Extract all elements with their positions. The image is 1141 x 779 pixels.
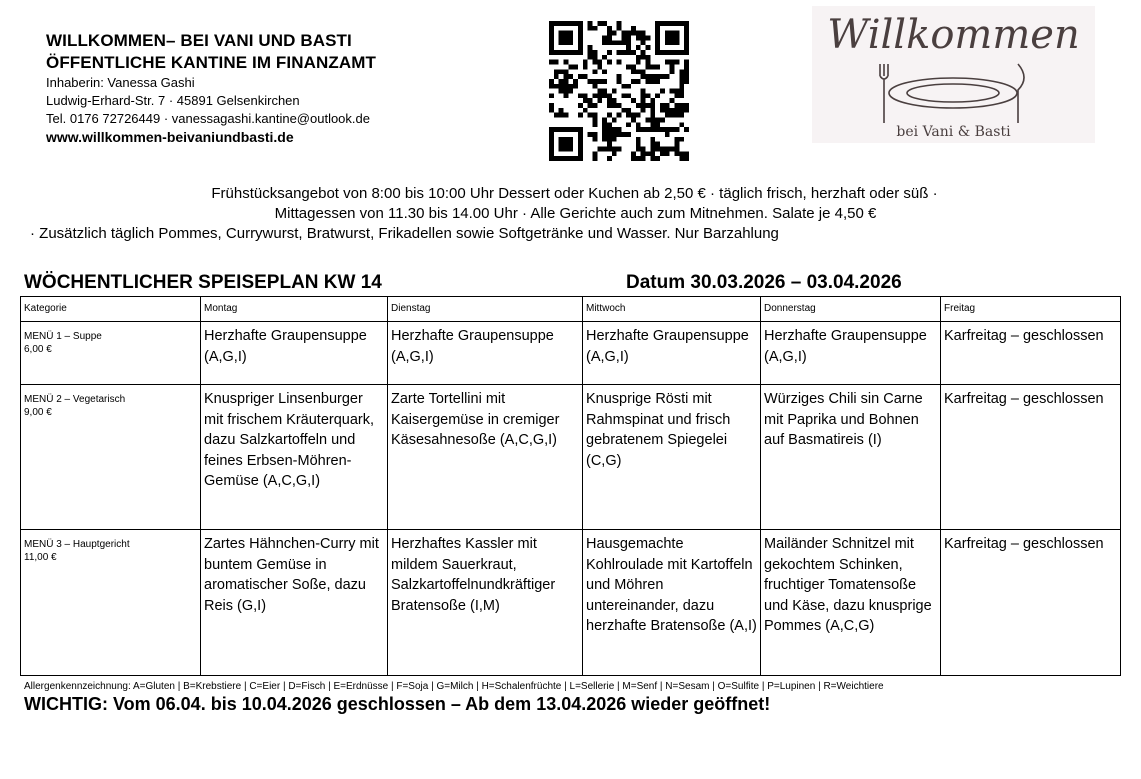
category-price: 9,00 € <box>24 407 52 418</box>
dish-thursday: Mailänder Schnitzel mit gekochtem Schinken, fruchtiger Tomatensoße und Käse, dazu knusprige Pommes (A,C,G) <box>761 530 941 676</box>
owner-text: Inhaberin: Vanessa Gashi <box>46 75 195 90</box>
info-line-extras: · Zusätzlich täglich Pommes, Currywurst, Bratwurst, Frikadellen sowie Softgetränke und Wasser. Nur Barzahlung <box>30 225 779 242</box>
header-friday: Freitag <box>941 297 1121 322</box>
category-name: MENÜ 1 – Suppe <box>24 331 102 342</box>
table-row-menu-1 <box>21 322 1121 385</box>
qr-code-icon[interactable] <box>549 21 689 161</box>
category-cell <box>21 322 201 385</box>
contact-text: Tel. 0176 72726449 · vanessagashi.kantine@outlook.de <box>46 111 370 126</box>
plan-date: Datum 30.03.2026 – 03.04.2026 <box>626 272 902 293</box>
table-row-menu-2 <box>21 385 1121 530</box>
dish-wednesday: Knusprige Rösti mit Rahmspinat und frisch gebratenem Spiegelei (C,G) <box>583 385 761 530</box>
category-price: 11,00 € <box>24 552 57 563</box>
address-text: Ludwig-Erhard-Str. 7 · 45891 Gelsenkirchen <box>46 93 300 108</box>
dish-tuesday: Zarte Tortellini mit Kaisergemüse in cremiger Käsesahnesoße (A,C,G,I) <box>388 385 583 530</box>
category-name: MENÜ 3 – Hauptgericht <box>24 539 130 550</box>
info-line-breakfast: Frühstücksangebot von 8:00 bis 10:00 Uhr Dessert oder Kuchen ab 2,50 € · täglich frisch, herzhaft oder süß · <box>211 185 938 202</box>
header <box>46 30 376 146</box>
dish-friday: Karfreitag – geschlossen <box>941 530 1121 676</box>
dish-monday: Zartes Hähnchen-Curry mit buntem Gemüse in aromatischer Soße, dazu Reis (G,I) <box>201 530 388 676</box>
category-cell <box>21 530 201 676</box>
header-wednesday: Mittwoch <box>583 297 761 322</box>
header-tuesday: Dienstag <box>388 297 583 322</box>
dish-monday: Knuspriger Linsenburger mit frischem Kräuterquark, dazu Salzkartoffeln und feines Erbsen-Möhren-Gemüse (A,C,G,I) <box>201 385 388 530</box>
table-row-menu-3 <box>21 530 1121 676</box>
info-line-lunch: Mittagessen von 11.30 bis 14.00 Uhr · Alle Gerichte auch zum Mitnehmen. Salate je 4,50 € <box>274 205 877 222</box>
logo-word: Willkommen <box>827 12 1080 58</box>
info-block <box>0 184 1141 244</box>
dish-tuesday: Herzhafte Graupensuppe (A,G,I) <box>388 322 583 385</box>
category-price: 6,00 € <box>24 344 52 355</box>
dish-wednesday: Hausgemachte Kohlroulade mit Kartoffeln und Möhren untereinander, dazu herzhafte Bratensoße (A,I) <box>583 530 761 676</box>
header-category: Kategorie <box>21 297 201 322</box>
plate-and-cutlery-icon <box>812 60 1095 126</box>
dish-friday: Karfreitag – geschlossen <box>941 385 1121 530</box>
canteen-subtitle: ÖFFENTLICHE KANTINE IM FINANZAMT <box>46 53 376 72</box>
category-name: MENÜ 2 – Vegetarisch <box>24 394 126 405</box>
plan-title: WÖCHENTLICHER SPEISEPLAN KW 14 <box>24 272 382 293</box>
dish-monday: Herzhafte Graupensuppe (A,G,I) <box>201 322 388 385</box>
allergen-legend: Allergenkennzeichnung: A=Gluten | B=Krebstiere | C=Eier | D=Fisch | E=Erdnüsse | F=Soja | G=Milch | H=Schalenfrüchte | L=Sellerie | M=Senf | N=Sesam | O=Sulfite | P=Lupinen | R=Weichtiere <box>24 681 884 692</box>
header-monday: Montag <box>201 297 388 322</box>
dish-thursday: Würziges Chili sin Carne mit Paprika und Bohnen auf Basmatireis (I) <box>761 385 941 530</box>
dish-friday: Karfreitag – geschlossen <box>941 322 1121 385</box>
logo-subtitle: bei Vani & Basti <box>896 124 1011 140</box>
menu-table <box>20 296 1121 676</box>
canteen-title: WILLKOMMEN– BEI VANI UND BASTI <box>46 31 352 50</box>
closure-warning: WICHTIG: Vom 06.04. bis 10.04.2026 geschlossen – Ab dem 13.04.2026 wieder geöffnet! <box>24 694 771 714</box>
logo <box>812 6 1095 143</box>
header-thursday: Donnerstag <box>761 297 941 322</box>
table-header-row <box>21 297 1121 322</box>
website-link[interactable]: www.willkommen-beivaniundbasti.de <box>46 129 294 145</box>
category-cell <box>21 385 201 530</box>
dish-thursday: Herzhafte Graupensuppe (A,G,I) <box>761 322 941 385</box>
dish-tuesday: Herzhaftes Kassler mit mildem Sauerkraut, Salzkartoffelnundkräftiger Bratensoße (I,M) <box>388 530 583 676</box>
dish-wednesday: Herzhafte Graupensuppe (A,G,I) <box>583 322 761 385</box>
